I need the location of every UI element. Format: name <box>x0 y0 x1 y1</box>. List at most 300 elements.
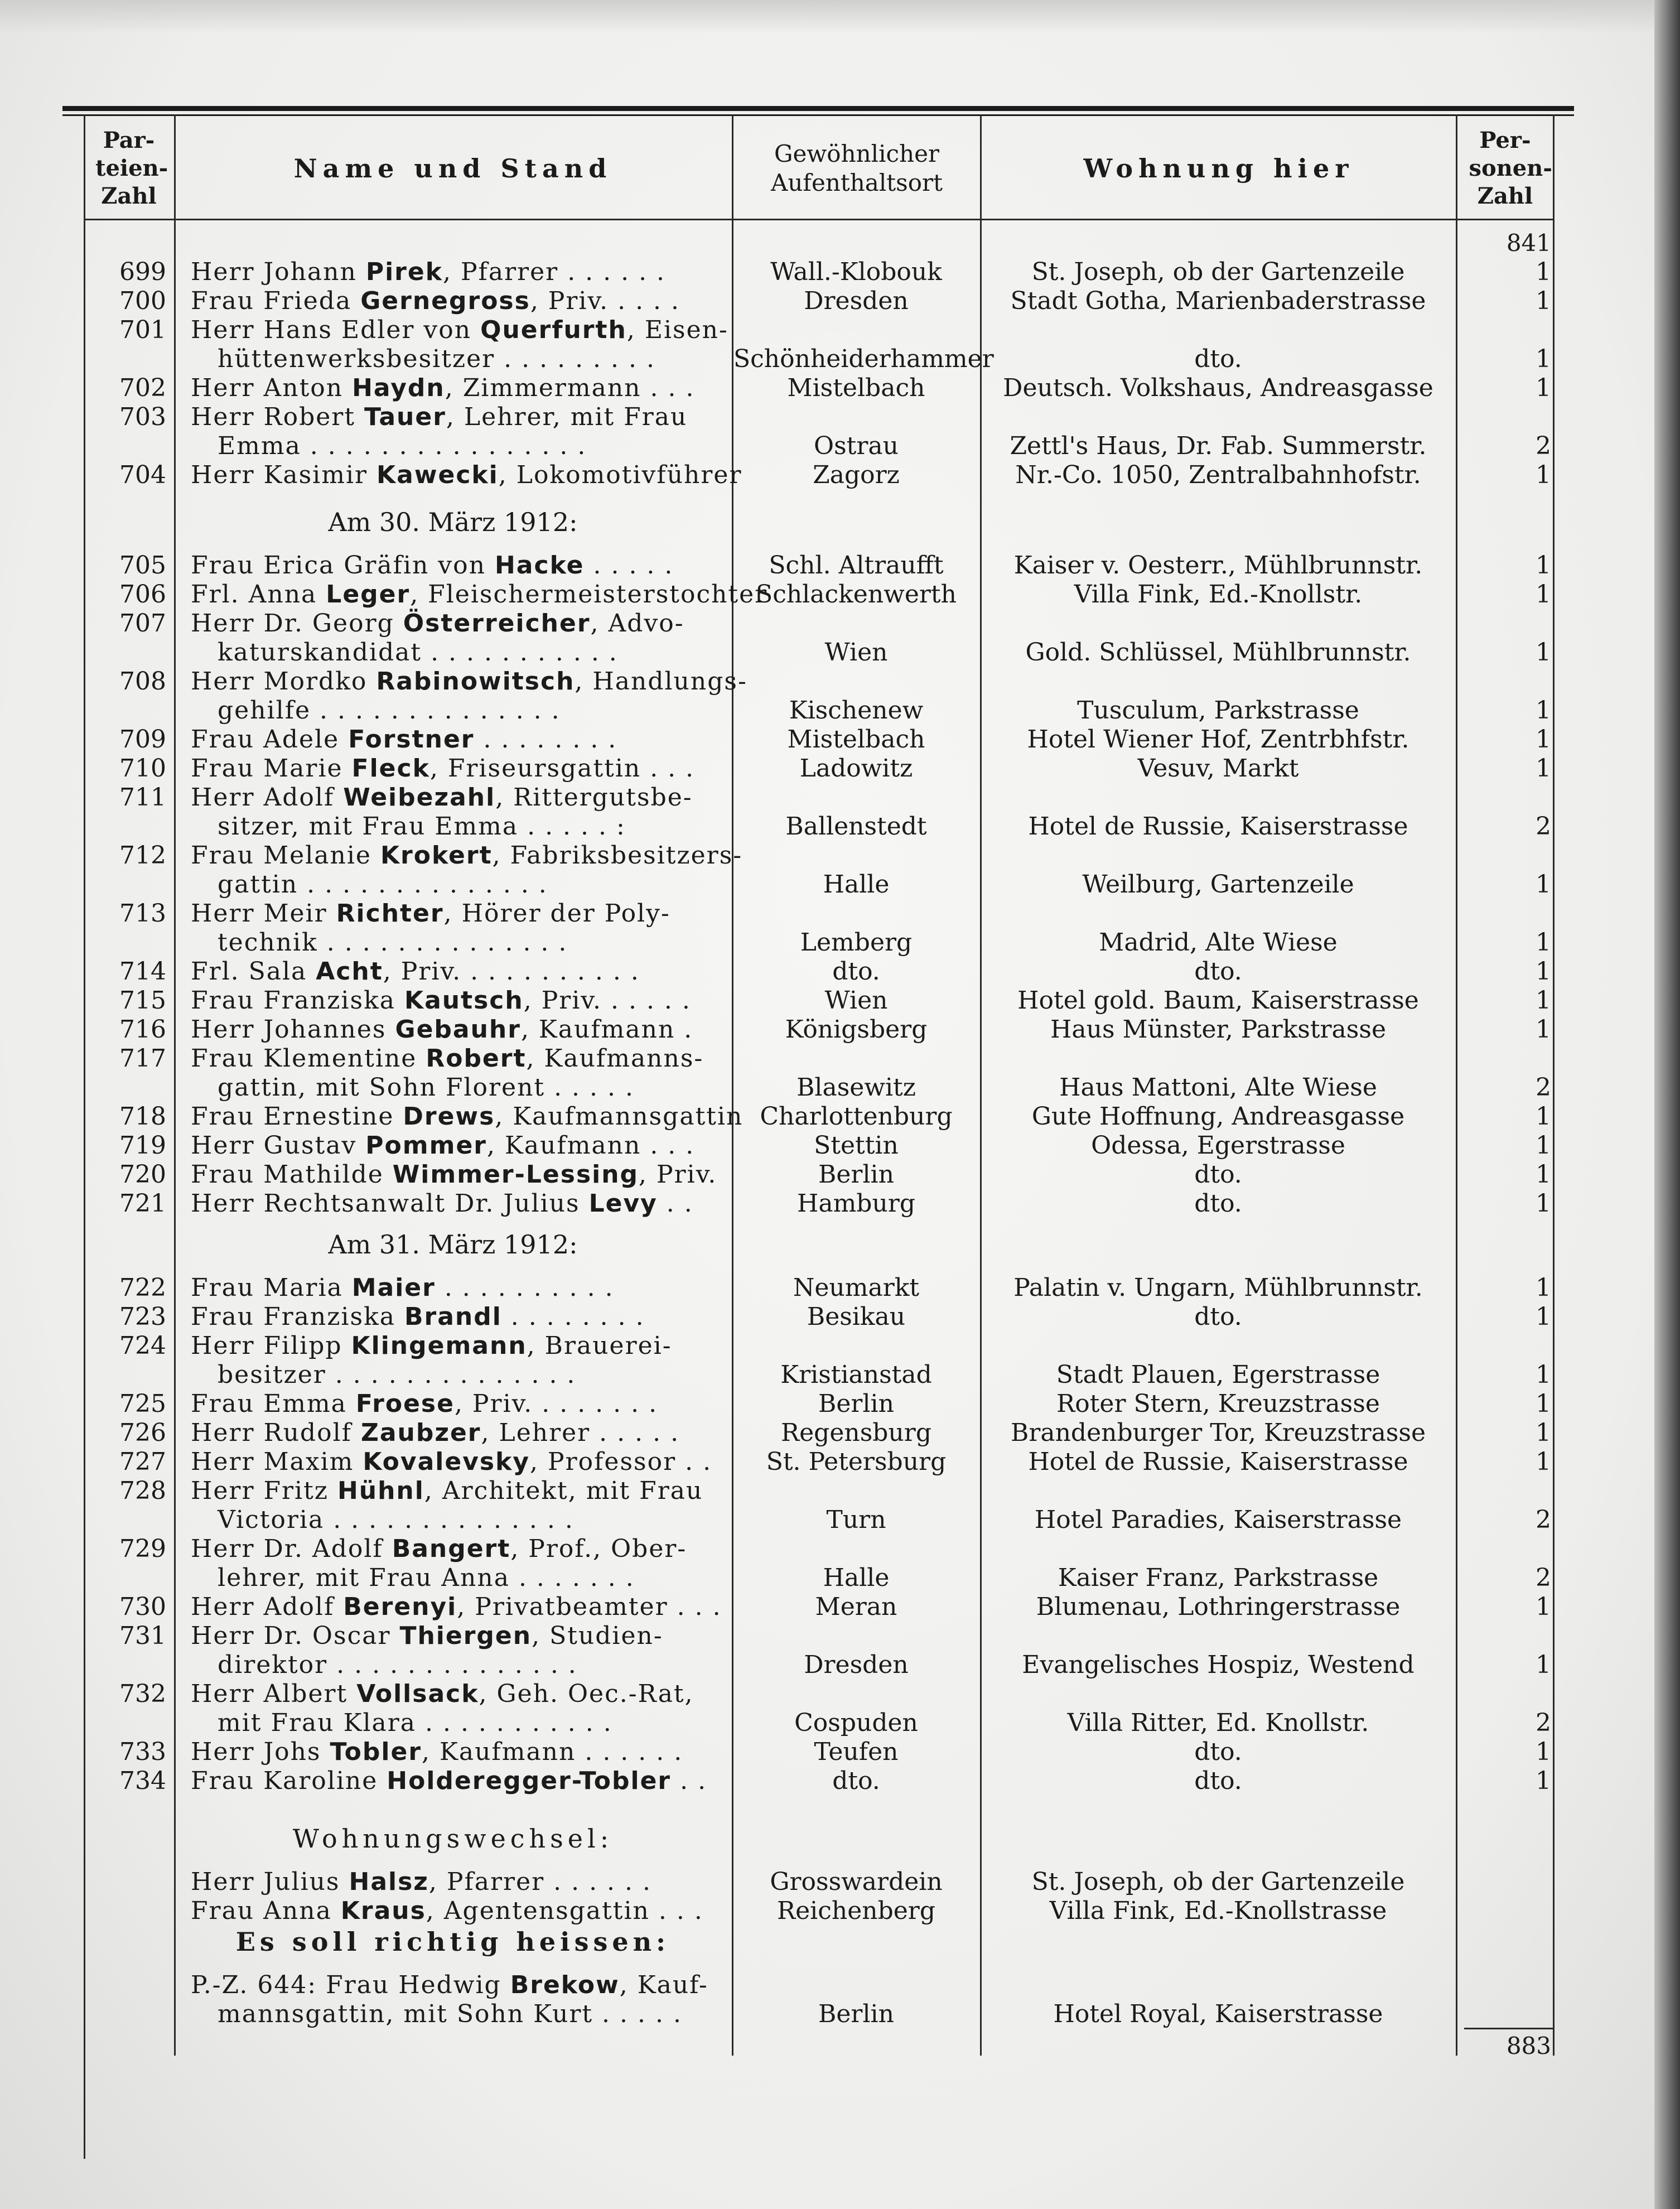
party-number: 699 <box>119 258 166 286</box>
lodging-address: Hotel Wiener Hof, Zentrbhfstr. <box>1027 725 1409 754</box>
person-count: 1 <box>1536 957 1551 986</box>
party-number: 712 <box>119 841 166 870</box>
lodging-address: Stadt Gotha, Marienbaderstrasse <box>1010 287 1426 315</box>
lodging-address: dto. <box>1194 1189 1242 1218</box>
table-row <box>0 725 1680 754</box>
party-number: 704 <box>119 461 166 489</box>
person-count: 1 <box>1536 638 1551 667</box>
table-row <box>0 1390 1680 1419</box>
name-text: Herr Kasimir <box>191 461 377 489</box>
lodging-address: Haus Münster, Parkstrasse <box>1050 1015 1386 1044</box>
guest-name <box>191 1971 725 2000</box>
lodging-address: Kaiser v. Oesterr., Mühlbrunnstr. <box>1013 551 1423 580</box>
name-text: P.-Z. 644: Frau Hedwig <box>191 1971 510 1999</box>
table-row <box>0 2000 1680 2029</box>
lodging-address: Palatin v. Ungarn, Mühlbrunnstr. <box>1013 1274 1423 1302</box>
table-row <box>0 1506 1680 1535</box>
occupation: , Lokomotivführer <box>498 461 742 489</box>
residence: Grosswardein <box>770 1868 943 1896</box>
person-count: 1 <box>1536 345 1551 373</box>
person-count: 2 <box>1536 1709 1551 1737</box>
surname: Gernegross <box>360 287 530 315</box>
occupation: , Handlungs- <box>575 667 747 696</box>
occupation: , Pfarrer . . . . . . <box>442 258 666 286</box>
name-text: Frau Klementine <box>191 1044 426 1073</box>
surname: Halsz <box>349 1868 429 1896</box>
person-count: 1 <box>1536 1361 1551 1389</box>
name-text: Herr Albert <box>191 1680 357 1708</box>
total-rule <box>1464 2028 1553 2029</box>
carry-over-total: 841 <box>1506 229 1551 257</box>
section-heading: Am 31. März 1912: <box>328 1229 578 1260</box>
residence: Meran <box>815 1593 897 1621</box>
lodging-address: Hotel de Russie, Kaiserstrasse <box>1028 812 1408 841</box>
guest-name <box>191 432 752 461</box>
person-count: 2 <box>1536 432 1551 460</box>
party-number: 705 <box>119 551 166 580</box>
residence: Regensburg <box>781 1419 931 1447</box>
name-text: Frau Ernestine <box>191 1102 403 1131</box>
lodging-address: Villa Fink, Ed.-Knollstrasse <box>1049 1897 1387 1925</box>
name-text: Frau Frieda <box>191 287 361 315</box>
table-row <box>0 551 1680 580</box>
guest-name <box>191 1361 752 1390</box>
party-number: 709 <box>119 725 166 754</box>
surname: Forstner <box>348 725 475 754</box>
residence: Kristianstad <box>780 1361 932 1389</box>
guest-name <box>191 638 752 667</box>
name-text: gattin, mit Sohn Florent . . . . . <box>218 1073 634 1102</box>
guest-name <box>191 986 725 1015</box>
residence: dto. <box>832 957 880 986</box>
occupation: , Architekt, mit Frau <box>424 1477 703 1505</box>
residence: Wien <box>824 638 888 667</box>
party-number: 706 <box>119 580 166 609</box>
lodging-address: St. Joseph, ob der Gartenzeile <box>1031 258 1405 286</box>
table-row <box>0 1303 1680 1332</box>
name-text: Frau Franziska <box>191 986 404 1015</box>
person-count: 1 <box>1536 1390 1551 1418</box>
lodging-address: Gute Hoffnung, Andreasgasse <box>1031 1102 1405 1131</box>
occupation: , Friseursgattin . . . <box>429 754 695 783</box>
surname: Österreicher <box>403 609 591 638</box>
person-count: 2 <box>1536 1564 1551 1592</box>
guest-name <box>191 1102 744 1131</box>
residence: Kischenew <box>789 696 924 725</box>
party-number: 708 <box>119 667 166 696</box>
person-count: 2 <box>1536 812 1551 841</box>
table-row <box>0 1102 1680 1131</box>
party-number: 710 <box>119 754 166 783</box>
name-text: Emma . . . . . . . . . . . . . . . . <box>218 432 587 460</box>
top-thin-rule <box>62 114 1574 116</box>
residence: Dresden <box>804 287 909 315</box>
person-count: 1 <box>1536 870 1551 899</box>
guest-name <box>191 2000 752 2029</box>
party-number: 718 <box>119 1102 166 1131</box>
table-row <box>0 899 1680 928</box>
party-number: 702 <box>119 374 166 402</box>
person-count: 1 <box>1536 287 1551 315</box>
residence: Halle <box>823 1564 890 1592</box>
table-row <box>0 1477 1680 1506</box>
name-text: Herr Johs <box>191 1738 330 1766</box>
surname: Robert <box>426 1044 527 1073</box>
surname: Weibezahl <box>343 783 496 812</box>
person-count: 1 <box>1536 1189 1551 1218</box>
party-number: 711 <box>119 783 166 812</box>
person-count: 1 <box>1536 461 1551 489</box>
header-party-number: Par- teien- Zahl <box>95 127 168 209</box>
surname: Pommer <box>365 1131 487 1160</box>
guest-name <box>191 1738 725 1767</box>
guest-name <box>191 551 725 580</box>
guest-name <box>191 928 752 957</box>
occupation: , Priv. . . . . . . . . . . <box>383 957 640 986</box>
name-text: Herr Maxim <box>191 1448 363 1476</box>
lodging-address: dto. <box>1194 345 1242 373</box>
person-count: 2 <box>1536 1073 1551 1102</box>
name-text: Frau Melanie <box>191 841 380 870</box>
party-number: 717 <box>119 1044 166 1073</box>
occupation: , Privatbeamter . . . <box>457 1593 722 1621</box>
table-row <box>0 609 1680 638</box>
guest-name <box>191 870 752 899</box>
table-row <box>0 1015 1680 1044</box>
occupation: , Hörer der Poly- <box>443 899 670 928</box>
party-number: 724 <box>119 1332 166 1360</box>
occupation: , Professor . . <box>530 1448 712 1476</box>
residence: Reichenberg <box>776 1897 935 1925</box>
guest-name <box>191 725 725 754</box>
party-number: 729 <box>119 1535 166 1563</box>
surname: Leger <box>326 580 411 609</box>
surname: Vollsack <box>356 1680 479 1708</box>
table-row <box>0 403 1680 432</box>
lodging-address: Odessa, Egerstrasse <box>1091 1131 1345 1160</box>
lodging-address: dto. <box>1194 1160 1242 1189</box>
surname: Acht <box>316 957 383 986</box>
occupation: , Kaufmanns- <box>526 1044 704 1073</box>
party-number: 715 <box>119 986 166 1015</box>
table-row <box>0 1971 1680 2000</box>
occupation: , Eisen- <box>626 316 728 344</box>
name-text: Herr Anton <box>191 374 353 402</box>
lodging-address: Roter Stern, Kreuzstrasse <box>1056 1390 1380 1418</box>
occupation: , Priv. . . . . <box>530 287 680 315</box>
guest-name <box>191 1015 725 1044</box>
lodging-address: dto. <box>1194 957 1242 986</box>
name-text: Frau Emma <box>191 1390 356 1418</box>
party-number: 713 <box>119 899 166 928</box>
surname: Richter <box>336 899 444 928</box>
occupation: , Lehrer . . . . . <box>481 1419 680 1447</box>
table-row <box>0 1622 1680 1651</box>
occupation: , Prof., Ober- <box>510 1535 687 1563</box>
surname: Maier <box>351 1274 436 1302</box>
name-text: technik . . . . . . . . . . . . . . <box>218 928 568 957</box>
lodging-address: Zettl's Haus, Dr. Fab. Summerstr. <box>1010 432 1427 460</box>
name-text: Frau Franziska <box>191 1303 404 1331</box>
occupation: , Kaufmannsgattin <box>495 1102 744 1131</box>
name-text: Frau Anna <box>191 1897 341 1925</box>
table-row <box>0 1160 1680 1189</box>
name-text: Herr Rechtsanwalt Dr. Julius <box>191 1189 589 1218</box>
name-text: Frau Maria <box>191 1274 352 1302</box>
guest-name <box>191 1332 725 1361</box>
table-row <box>0 1073 1680 1102</box>
residence: Dresden <box>804 1651 909 1679</box>
residence: Teufen <box>814 1738 899 1766</box>
party-number: 721 <box>119 1189 166 1218</box>
surname: Kautsch <box>404 986 524 1015</box>
residence: Halle <box>823 870 890 899</box>
top-thick-rule <box>62 106 1574 111</box>
guest-name <box>191 754 725 783</box>
name-text: direktor . . . . . . . . . . . . . . <box>218 1651 577 1679</box>
guest-name <box>191 1131 725 1160</box>
table-row <box>0 1274 1680 1303</box>
guest-name <box>191 403 725 432</box>
header-person-count: Per- sonen- Zahl <box>1469 127 1552 209</box>
residence: Blasewitz <box>796 1073 916 1102</box>
guest-name <box>191 1506 752 1535</box>
surname: Levy <box>588 1189 658 1218</box>
surname: Zaubzer <box>360 1419 481 1447</box>
party-number: 714 <box>119 957 166 986</box>
residence: Turn <box>826 1506 886 1534</box>
occupation: , Brauerei- <box>527 1332 672 1360</box>
table-row <box>0 432 1680 461</box>
guest-name <box>191 1419 725 1448</box>
guest-name <box>191 1868 725 1897</box>
person-count: 1 <box>1536 1015 1551 1044</box>
surname: Bangert <box>392 1535 511 1563</box>
person-count: 1 <box>1536 551 1551 580</box>
residence: Neumarkt <box>793 1274 920 1302</box>
lodging-address: Villa Fink, Ed.-Knollstr. <box>1074 580 1363 609</box>
guest-name <box>191 1593 725 1622</box>
guest-name <box>191 258 725 287</box>
occupation: . . . . . <box>584 551 674 580</box>
table-row <box>0 1651 1680 1680</box>
name-text: gehilfe . . . . . . . . . . . . . . <box>218 696 561 725</box>
surname: Fleck <box>351 754 430 783</box>
person-count: 1 <box>1536 1160 1551 1189</box>
table-row <box>0 1131 1680 1160</box>
table-row <box>0 986 1680 1015</box>
name-text: Herr Rudolf <box>191 1419 361 1447</box>
name-text: Herr Johannes <box>191 1015 395 1044</box>
person-count: 1 <box>1536 1593 1551 1621</box>
name-text: besitzer . . . . . . . . . . . . . . <box>218 1361 576 1389</box>
lodging-address: Kaiser Franz, Parkstrasse <box>1058 1564 1379 1592</box>
guest-name <box>191 1303 725 1332</box>
section-heading: Am 30. März 1912: <box>328 507 578 537</box>
guest-name <box>191 287 725 316</box>
guest-name <box>191 1709 752 1738</box>
guest-name <box>191 841 743 870</box>
guest-name <box>191 783 725 812</box>
residence: Berlin <box>818 1160 894 1189</box>
table-row <box>0 667 1680 696</box>
residence: Cospuden <box>794 1709 918 1737</box>
surname: Drews <box>403 1102 495 1131</box>
surname: Tauer <box>364 403 446 431</box>
person-count: 1 <box>1536 986 1551 1015</box>
occupation: , Agentensgattin . . . <box>426 1897 703 1925</box>
header-name: Name und Stand <box>293 153 612 184</box>
guest-name <box>191 1073 752 1102</box>
party-number: 731 <box>119 1622 166 1650</box>
person-count: 1 <box>1536 1651 1551 1679</box>
name-text: Frl. Sala <box>191 957 316 986</box>
person-count: 1 <box>1536 1102 1551 1131</box>
guest-name <box>191 957 725 986</box>
lodging-address: dto. <box>1194 1303 1242 1331</box>
lodging-address: Brandenburger Tor, Kreuzstrasse <box>1010 1419 1426 1447</box>
occupation: , Priv. . . . . . <box>523 986 691 1015</box>
table-row <box>0 928 1680 957</box>
lodging-address: Hotel Royal, Kaiserstrasse <box>1053 2000 1383 2028</box>
occupation: , Kauf- <box>619 1971 708 1999</box>
occupation: , Kaufmann . . . <box>487 1131 695 1160</box>
name-text: Herr Robert <box>191 403 364 431</box>
name-text: Herr Julius <box>191 1868 349 1896</box>
person-count: 1 <box>1536 258 1551 286</box>
occupation: , Kaufmann . <box>520 1015 693 1044</box>
surname: Holderegger-Tobler <box>387 1767 672 1795</box>
name-text: sitzer, mit Frau Emma . . . . . : <box>218 812 626 841</box>
name-text: gattin . . . . . . . . . . . . . . <box>218 870 548 899</box>
guest-name <box>191 580 768 609</box>
guest-name <box>191 667 747 696</box>
surname: Klingemann <box>351 1332 527 1360</box>
residence: Berlin <box>818 1390 894 1418</box>
table-row <box>0 783 1680 812</box>
surname: Thiergen <box>399 1622 532 1650</box>
guest-name <box>191 812 752 841</box>
residence: Ballenstedt <box>785 812 927 841</box>
table-row <box>0 316 1680 345</box>
guest-name <box>191 1564 752 1593</box>
guest-name <box>191 461 742 490</box>
lodging-address: Weilburg, Gartenzeile <box>1082 870 1354 899</box>
surname: Hühnl <box>337 1477 424 1505</box>
occupation: , Studien- <box>532 1622 663 1650</box>
name-text: Herr Mordko <box>191 667 376 696</box>
table-row <box>0 345 1680 374</box>
residence: Charlottenburg <box>760 1102 953 1131</box>
party-number: 720 <box>119 1160 166 1189</box>
surname: Kraus <box>340 1897 426 1925</box>
party-number: 732 <box>119 1680 166 1708</box>
residence: Königsberg <box>785 1015 928 1044</box>
party-number: 725 <box>119 1390 166 1418</box>
lodging-address: Blumenau, Lothringerstrasse <box>1036 1593 1401 1621</box>
table-row <box>0 754 1680 783</box>
table-row <box>0 1897 1680 1926</box>
guest-name <box>191 1477 725 1506</box>
lodging-address: Gold. Schlüssel, Mühlbrunnstr. <box>1025 638 1411 667</box>
header-residence: Gewöhnlicher Aufenthaltsort <box>771 140 943 196</box>
surname: Wimmer-Lessing <box>392 1160 639 1189</box>
section-heading: Es soll richtig heissen: <box>235 1927 670 1957</box>
person-count: 1 <box>1536 1274 1551 1302</box>
person-count: 1 <box>1536 1131 1551 1160</box>
occupation: , Fleischermeisterstochter <box>410 580 768 609</box>
residence: Ostrau <box>814 432 899 460</box>
party-number: 707 <box>119 609 166 638</box>
guest-name <box>191 609 725 638</box>
person-count: 1 <box>1536 696 1551 725</box>
name-text: Herr Johann <box>191 258 366 286</box>
occupation: , Rittergutsbe- <box>495 783 693 812</box>
guest-name <box>191 345 752 374</box>
name-text: mit Frau Klara . . . . . . . . . . . <box>218 1709 612 1737</box>
residence: Hamburg <box>796 1189 916 1218</box>
page-top-shadow <box>0 0 1680 33</box>
name-text: katurskandidat . . . . . . . . . . . <box>218 638 618 667</box>
name-text: Frau Adele <box>191 725 349 754</box>
surname: Kovalevsky <box>363 1448 530 1476</box>
party-number: 719 <box>119 1131 166 1160</box>
table-row <box>0 870 1680 899</box>
table-row <box>0 812 1680 841</box>
name-text: Victoria . . . . . . . . . . . . . . <box>218 1506 574 1534</box>
party-number: 716 <box>119 1015 166 1044</box>
name-text: mannsgattin, mit Sohn Kurt . . . . . <box>218 2000 682 2028</box>
residence: Ladowitz <box>799 754 913 783</box>
residence: Schönheiderhammer <box>733 345 994 373</box>
person-count: 1 <box>1536 1303 1551 1331</box>
party-number: 728 <box>119 1477 166 1505</box>
residence: Mistelbach <box>787 725 925 754</box>
occupation: . . . . . . . . <box>474 725 617 754</box>
page-total: 883 <box>1506 2032 1551 2060</box>
lodging-address: Vesuv, Markt <box>1137 754 1299 783</box>
surname: Brekow <box>510 1971 620 1999</box>
table-row <box>0 957 1680 986</box>
name-text: Frau Marie <box>191 754 352 783</box>
lodging-address: dto. <box>1194 1738 1242 1766</box>
occupation: , Geh. Oec.-Rat, <box>479 1680 694 1708</box>
guest-name <box>191 374 725 403</box>
table-row <box>0 1767 1680 1796</box>
table-row <box>0 1044 1680 1073</box>
surname: Gebauhr <box>395 1015 521 1044</box>
surname: Hacke <box>494 551 585 580</box>
name-text: Frau Karoline <box>191 1767 387 1795</box>
name-text: Herr Dr. Oscar <box>191 1622 400 1650</box>
guest-name <box>191 1651 752 1680</box>
person-count: 1 <box>1536 374 1551 402</box>
table-row <box>0 461 1680 490</box>
header-address: Wohnung hier <box>1083 153 1354 184</box>
table-row <box>0 1189 1680 1218</box>
name-text: Herr Adolf <box>191 1593 344 1621</box>
lodging-address: Deutsch. Volkshaus, Andreasgasse <box>1003 374 1433 402</box>
table-row <box>0 580 1680 609</box>
person-count: 1 <box>1536 1767 1551 1795</box>
table-row <box>0 1738 1680 1767</box>
residence: dto. <box>832 1767 880 1795</box>
surname: Querfurth <box>480 316 627 344</box>
surname: Brandl <box>404 1303 502 1331</box>
occupation: . . <box>657 1189 693 1218</box>
name-text: Frl. Anna <box>191 580 326 609</box>
name-text: lehrer, mit Frau Anna . . . . . . . <box>218 1564 635 1592</box>
